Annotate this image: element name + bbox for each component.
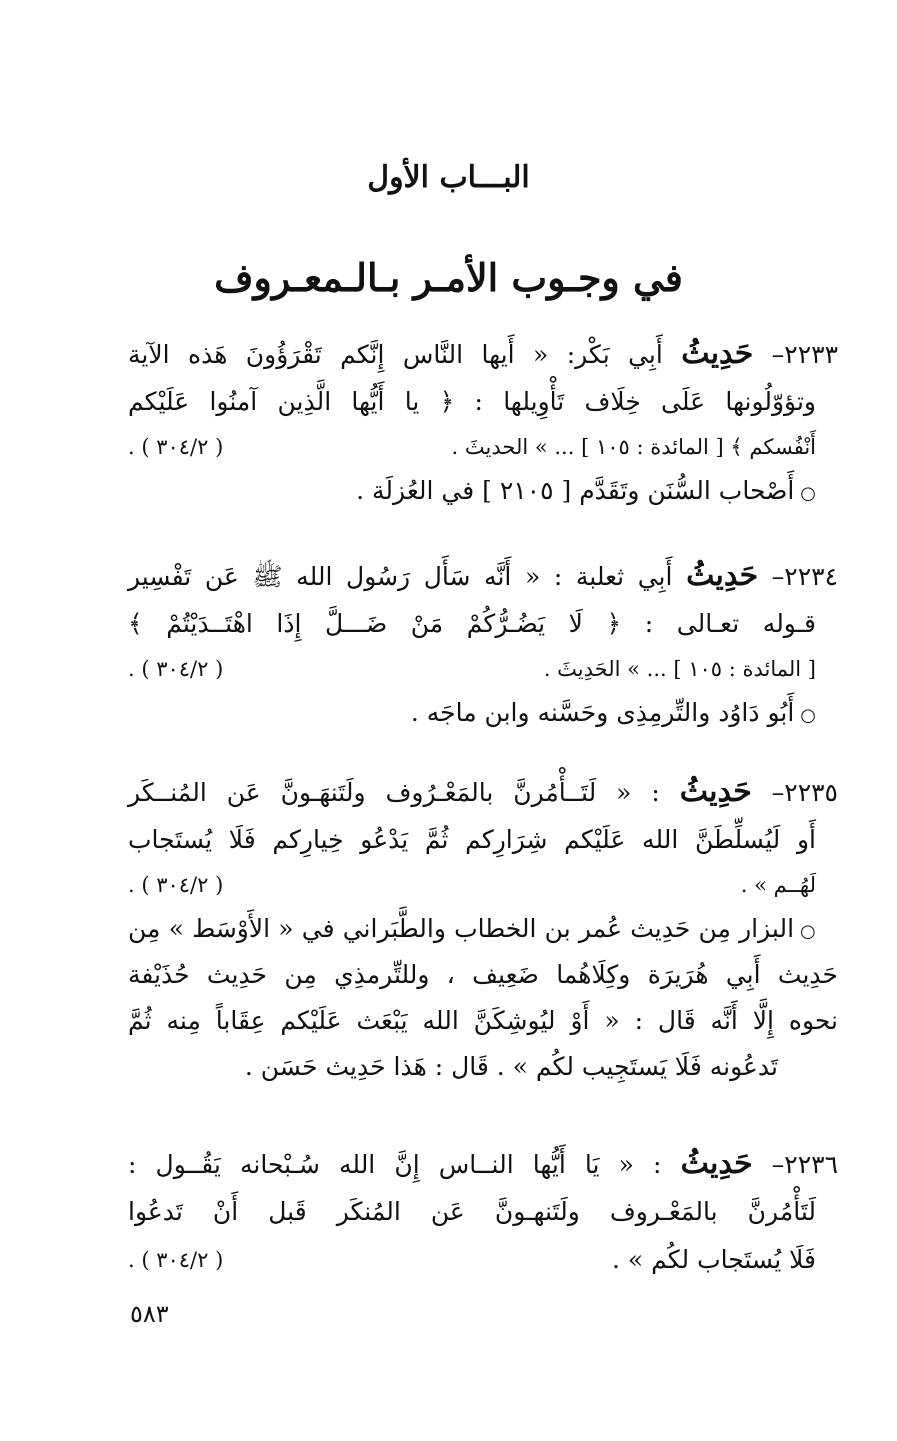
source-text: أَصْحاب السُّنَن وتَقَدَّم [ ٢١٠٥ ] في العُزلَة .	[356, 476, 795, 505]
hadith-entry-2233	[128, 330, 838, 514]
entry-text: [ المائدة : ١٠٥ ] ... » الحَدِيثَ .	[543, 657, 816, 681]
entry-text: لَهُــم » .	[740, 873, 816, 897]
entry-line: أَو لَيُسلِّطَنَّ الله عَلَيْكم شِرَارِكم ثُمَّ يَدْعُو خِيارِكم فَلَا يُستَجاب	[128, 825, 816, 854]
section-title: في وجـوب الأمـر بـالـمعـروف	[214, 255, 683, 300]
entry-line: لَتَأْمُرنَّ بالمَعْـروف ولَتَنهـونَّ عَن المُنكَر قَبل أَنْ تَدعُوا	[128, 1197, 816, 1226]
source-line: نحوه إِلَّا أَنَّه قَال : « أَوْ ليُوشِكَنَّ الله يَبْعَث عَلَيْكم عِقَاباً مِنه ثُمَّ	[128, 1006, 838, 1035]
chapter-title: البـــاب الأول	[367, 160, 530, 195]
source-line	[128, 906, 838, 952]
hadith-entry-2234	[128, 552, 838, 736]
source-text: أَبُو دَاوُد والتِّرمِذِى وحَسَّنه وابن ماجَه .	[410, 698, 795, 727]
circle-marker-icon: ○	[800, 705, 816, 726]
source-line	[128, 468, 838, 514]
entry-line	[128, 864, 838, 906]
page-number: ٥٨٣	[130, 1300, 169, 1328]
entry-text: : « يَا أَيُّها النــاس إِنَّ الله سُـبْحانه يَقُــول :	[128, 1150, 662, 1179]
source-line: حَدِيث أَبِي هُرَيرَة وكِلَاهُما ضَعِيف ، وللتِّرمذِي مِن حَدِيث حُذَيْفة	[128, 960, 838, 989]
entry-line	[128, 552, 838, 600]
volume-reference: ( ٣٠٤/٢ ) .	[128, 1248, 224, 1272]
entry-keyword: حَدِيثُ	[679, 774, 752, 809]
source-line	[128, 690, 838, 736]
volume-reference: ( ٣٠٤/٢ ) .	[128, 435, 224, 459]
circle-marker-icon: ○	[800, 483, 816, 504]
circle-marker-icon: ○	[800, 921, 816, 942]
entry-number: ٢٢٣٤–	[771, 562, 838, 591]
entry-keyword: حَدِيثُ	[686, 558, 759, 593]
entry-text: أَبِي ثعلبة : « أَنَّه سَأَل رَسُول الله ﷺ عَن تَفْسِير	[128, 562, 673, 591]
volume-reference: ( ٣٠٤/٢ ) .	[128, 657, 224, 681]
hadith-entry-2235	[128, 768, 838, 1090]
entry-text: أَنْفُسكم ﴾ [ المائدة : ١٠٥ ] ... » الحديثَ .	[451, 435, 816, 459]
entry-line: قـوله تعـالى : ﴿ لَا يَضُـرُّكُمْ مَنْ ضَـــلَّ إِذَا اهْتَــدَيْتُمْ ﴾	[128, 609, 816, 638]
entry-line	[128, 426, 838, 468]
entry-number: ٢٢٣٥–	[771, 778, 838, 807]
entry-text: : « لَتَــأْمُرنَّ بالمَعْـرُوف ولَتَنهَـونَّ عَن المُنــكَر	[128, 778, 660, 807]
entry-line	[128, 1140, 838, 1188]
entry-keyword: حَدِيثُ	[680, 1146, 753, 1181]
entry-line	[128, 768, 838, 816]
entry-line	[128, 1236, 838, 1284]
entry-keyword: حَدِيثُ	[681, 336, 754, 371]
entry-line	[128, 648, 838, 690]
entry-line: وتؤوّلُونها عَلَى خِلَاف تَأْوِيلها : ﴿ يا أَيُّها الَّذِين آمنُوا عَلَيْكم	[128, 387, 816, 416]
entry-number: ٢٢٣٣–	[771, 340, 838, 369]
source-line: تَدعُونه فَلَا يَستَجِيب لكُم » . قَال : هَذا حَدِيث حَسَن .	[244, 1052, 778, 1081]
volume-reference: ( ٣٠٤/٢ ) .	[128, 873, 224, 897]
entry-text: أَبِي بَكْر: « أَيها النَّاس إِنَّكم تَقْرَؤُونَ هَذه الآية	[128, 340, 663, 369]
entry-text: فَلَا يُستَجاب لكُم » .	[611, 1245, 816, 1274]
entry-number: ٢٢٣٦–	[771, 1150, 838, 1179]
hadith-entry-2236	[128, 1140, 838, 1284]
entry-line	[128, 330, 838, 378]
source-text: البزار مِن حَدِيث عُمر بن الخطاب والطَّبَراني في « الأَوْسَط » مِن	[128, 914, 795, 943]
